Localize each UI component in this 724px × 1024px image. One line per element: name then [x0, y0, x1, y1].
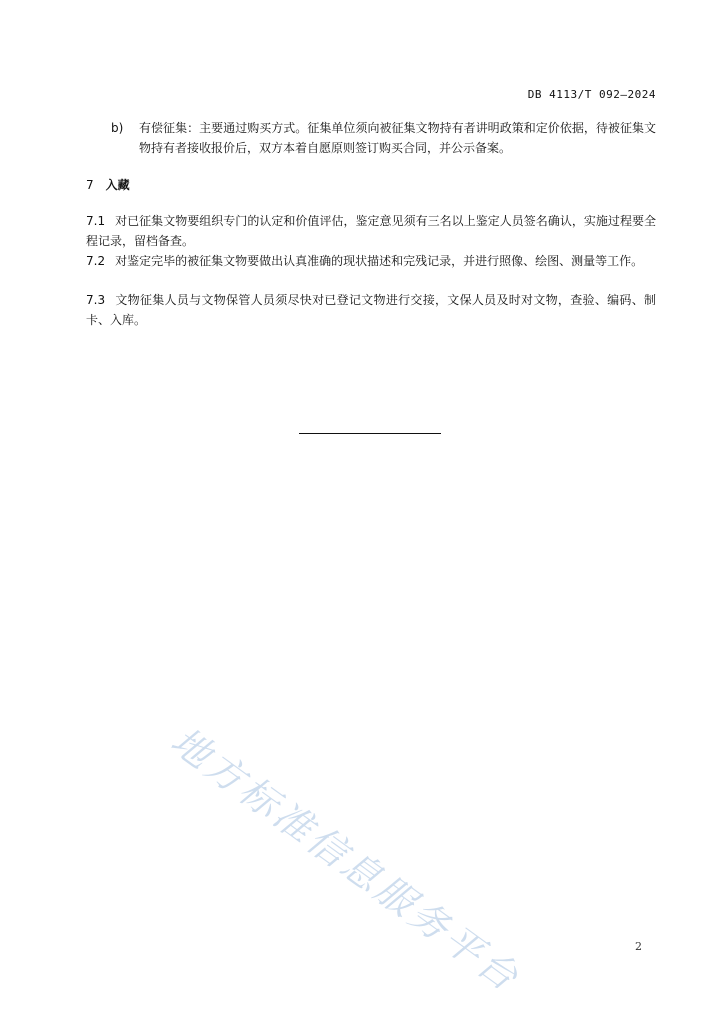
watermark: 地方标准信息服务平台: [163, 718, 529, 1002]
section-number: 7: [86, 178, 94, 192]
clause-text: 对已征集文物要组织专门的认定和价值评估，鉴定意见须有三名以上鉴定人员签名确认，实施过程要全程记录，留档备查。: [86, 214, 656, 248]
list-item-b: [86, 118, 656, 158]
clause-7-2: [86, 251, 656, 271]
section-heading: [86, 176, 130, 193]
list-item-text: 有偿征集：主要通过购买方式。征集单位须向被征集文物持有者讲明政策和定价依据，待被征集文物持有者接收报价后，双方本着自愿原则签订购买合同，并公示备案。: [139, 121, 656, 155]
end-of-document-rule: [299, 433, 441, 434]
clause-7-1: [86, 211, 656, 251]
clause-text: 对鉴定完毕的被征集文物要做出认真准确的现状描述和完残记录，并进行照像、绘图、测量等工作。: [115, 254, 644, 268]
clause-number: 7.1: [86, 214, 106, 228]
section-title: 入藏: [105, 178, 130, 192]
clause-7-3: [86, 290, 656, 330]
clause-text: 文物征集人员与文物保管人员须尽快对已登记文物进行交接，文保人员及时对文物，查验、编码、制卡、入库。: [86, 293, 656, 327]
document-code: DB 4113/T 092—2024: [527, 88, 656, 101]
clause-number: 7.3: [86, 293, 106, 307]
page-number: 2: [635, 940, 642, 953]
list-item-marker: b): [111, 121, 124, 135]
clause-number: 7.2: [86, 254, 106, 268]
